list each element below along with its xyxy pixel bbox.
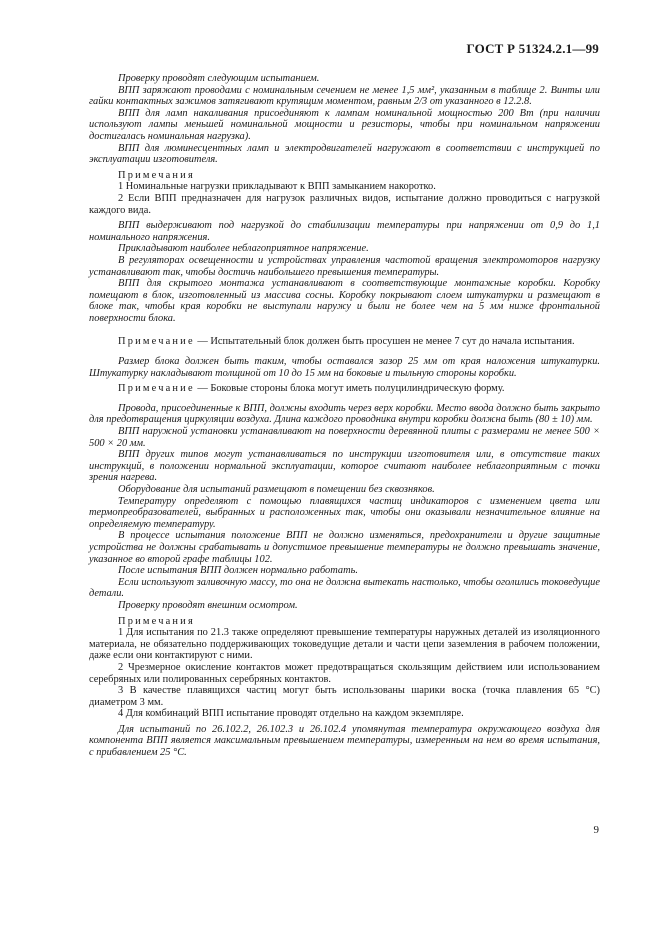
paragraph: Провода, присоединенные к ВПП, должны входить через верх коробки. Место ввода должно быть закрыто для предотвращения циркуляции воздуха. Длина каждого проводника внутри коробки должна быть (80 ± 10) мм. [89,402,600,426]
paragraph: ВПП заряжают проводами с номинальным сечением не менее 1,5 мм², указанным в таблице 2. Винты или гайки контактных зажимов затягивают крутящим моментом, равным 2/3 от указанного в 12.2.8. [89,84,600,108]
paragraph: Температуру определяют с помощью плавящихся частиц индикаторов с изменением цвета или термопреобразователей, выбранных и расположенных так, чтобы они оказывали незначительное влияние на определяемую температуру. [89,495,600,530]
paragraph: ВПП для ламп накаливания присоединяют к лампам номинальной мощностью 200 Вт (при наличии используют лампы меньшей номинальной мощности и резисторы, чтобы при номинальном напряжении достигалась номинальная нагрузка). [89,107,600,142]
paragraph: Для испытаний по 26.102.2, 26.102.3 и 26.102.4 упомянутая температура окружающего воздуха для компонента ВПП является максимальным превышением температуры, измеренным на нем во время испытания, с прибавлением 25 °С. [89,723,600,759]
paragraph: Проверку проводят внешним осмотром. [118,599,298,611]
note-text: — Боковые стороны блока могут иметь полуцилиндрическую форму. [197,383,505,395]
paragraph: ВПП других типов могут устанавливаться по инструкции изготовителя или, в отсутствие таких инструкций, в положении нормальной эксплуатации, которое считают наиболее неблагоприятным с точки зрения нагрева. [89,449,600,484]
note-item: 1 Для испытания по 21.3 также определяют превышение температуры наружных деталей из изоляционного материала, не обязательно поддерживающих токоведущие детали и части цепи заземления в рабочем положении, даже если они контактируют с ними. [89,627,600,662]
paragraph: ВПП для люминесцентных ламп и электродвигателей нагружают в соответствии с инструкцией по эксплуатации изготовителя. [89,142,600,166]
paragraph: ВПП для скрытого монтажа устанавливают в соответствующие монтажные коробки. Коробку помещают в блок, изготовленный из массива сосны. Коробку покрывают слоем штукатурки и размещают в блоке так, чтобы края коробки не выступали наружу и были не более чем на 5 мм ниже фронтальной поверхности блока. [89,278,600,324]
notes-heading: Примечания [118,169,195,181]
page-number: 9 [593,824,599,836]
note-line [89,336,600,348]
paragraph: В регуляторах освещенности и устройствах управления частотой вращения электромоторов нагрузку устанавливают так, чтобы достичь наибольшего превышения температуры. [89,254,600,278]
note-line [89,383,600,395]
paragraph: Размер блока должен быть таким, чтобы оставался зазор 25 мм от края наложения штукатурки. Штукатурку накладывают толщиной от 10 до 15 мм на боковые и тыльную стороны коробки. [89,356,600,379]
paragraph: Если используют заливочную массу, то она не должна вытекать настолько, чтобы оголились токоведущие детали. [89,576,600,600]
note-item: 1 Номинальные нагрузки прикладывают к ВПП замыканием накоротко. [118,181,436,193]
paragraph: ВПП наружной установки устанавливают на поверхности деревянной плиты с размерами не менее 500 × 500 × 20 мм. [89,426,600,449]
paragraph: Прикладывают наиболее неблагоприятное напряжение. [118,243,369,255]
note-item: 2 Если ВПП предназначен для нагрузок различных видов, испытание должно проводиться с нагрузкой каждого вида. [89,192,600,216]
paragraph: Оборудование для испытаний размещают в помещении без сквозняков. [118,484,435,495]
note-item: 3 В качестве плавящихся частиц могут быть использованы шарики воска (точка плавления 65 °С) диаметром 3 мм. [89,685,600,708]
note-text: — Испытательный блок должен быть просушен не менее 7 сут до начала испытания. [197,336,575,348]
notes-heading: Примечания [118,615,195,627]
note-item: 2 Чрезмерное окисление контактов может предотвращаться скользящим действием или использованием серебряных или полированных серебряных контактов. [89,661,600,685]
note-label: Примечание [118,383,195,395]
paragraph: ВПП выдерживают под нагрузкой до стабилизации температуры при напряжении от 0,9 до 1,1 номинального напряжения. [89,220,600,243]
note-item: 4 Для комбинаций ВПП испытание проводят отдельно на каждом экземпляре. [118,708,464,720]
paragraph: В процессе испытания положение ВПП не должно изменяться, предохранители и другие защитные устройства не должны срабатывать и допустимое превышение температуры не должно превышать значение, указанное во второй графе таблицы 102. [89,530,600,565]
note-label: Примечание [118,336,195,348]
paragraph: Проверку проводят следующим испытанием. [118,73,320,84]
document-body [89,73,600,759]
paragraph: После испытания ВПП должен нормально работать. [118,565,358,577]
standard-designation: ГОСТ Р 51324.2.1—99 [466,41,599,56]
